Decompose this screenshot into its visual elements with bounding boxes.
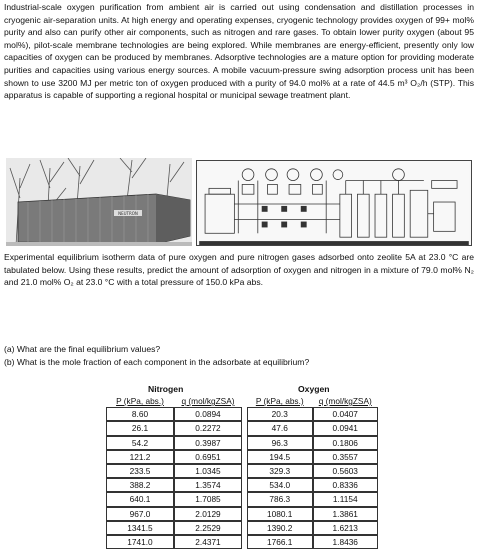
table-row	[247, 421, 378, 435]
nitrogen-pressure-cell: 1741.0	[106, 535, 174, 549]
nitrogen-loading-cell: 1.0345	[174, 464, 242, 478]
question-a: (a) What are the final equilibrium values?	[4, 344, 161, 354]
table-row	[247, 436, 378, 450]
table-row	[106, 492, 242, 506]
figure-row	[0, 158, 478, 248]
oxygen-pressure-cell: 786.3	[247, 492, 313, 506]
oxygen-isotherm-table	[247, 395, 378, 549]
problem-statement: Experimental equilibrium isotherm data of pure oxygen and pure nitrogen gases adsorbed onto zeolite 5A at 23.0 °C are tabulated below. Using these results, predict the amount of adsorption of oxygen and nitrogen in a mixture of 79.0 mol% N₂ and 21.0 mol% O₂ at 23.0 °C with a total pressure of 150.0 kPa abs.	[4, 252, 474, 288]
nitrogen-title: Nitrogen	[148, 384, 184, 394]
table-row	[106, 464, 242, 478]
nitrogen-loading-cell: 0.2272	[174, 421, 242, 435]
nitrogen-loading-cell: 1.3574	[174, 478, 242, 492]
oxygen-title: Oxygen	[298, 384, 330, 394]
table-row	[247, 464, 378, 478]
nitrogen-pressure-cell: 388.2	[106, 478, 174, 492]
oxygen-loading-cell: 1.1154	[313, 492, 379, 506]
table-row	[106, 521, 242, 535]
table-row	[106, 450, 242, 464]
nitrogen-loading-cell: 2.4371	[174, 535, 242, 549]
oxygen-pressure-cell: 534.0	[247, 478, 313, 492]
nitrogen-pressure-cell: 1341.5	[106, 521, 174, 535]
oxygen-pressure-cell: 47.6	[247, 421, 313, 435]
nitrogen-loading-cell: 2.2529	[174, 521, 242, 535]
vpsa-unit-photo	[6, 158, 192, 246]
container-label: NEUTRON	[118, 211, 138, 216]
nitrogen-loading-cell: 0.0894	[174, 407, 242, 421]
oxygen-pressure-cell: 194.5	[247, 450, 313, 464]
nitrogen-pressure-cell: 121.2	[106, 450, 174, 464]
oxygen-loading-cell: 0.8336	[313, 478, 379, 492]
oxygen-pressure-cell: 1766.1	[247, 535, 313, 549]
table-row	[106, 507, 242, 521]
oxygen-loading-cell: 1.3861	[313, 507, 379, 521]
nitrogen-loading-cell: 0.6951	[174, 450, 242, 464]
table-row	[247, 507, 378, 521]
oxygen-loading-cell: 0.0407	[313, 407, 379, 421]
table-row	[106, 478, 242, 492]
oxygen-pressure-cell: 20.3	[247, 407, 313, 421]
nitrogen-pressure-cell: 967.0	[106, 507, 174, 521]
nitrogen-pressure-cell: 26.1	[106, 421, 174, 435]
table-row	[106, 407, 242, 421]
nitrogen-pressure-cell: 640.1	[106, 492, 174, 506]
oxygen-loading-cell: 1.6213	[313, 521, 379, 535]
table-row	[247, 407, 378, 421]
table-row	[106, 535, 242, 549]
nitrogen-loading-cell: 0.3987	[174, 436, 242, 450]
table-row	[247, 450, 378, 464]
nitrogen-pressure-cell: 233.5	[106, 464, 174, 478]
oxygen-pressure-cell: 329.3	[247, 464, 313, 478]
table-row	[106, 436, 242, 450]
oxygen-loading-cell: 0.0941	[313, 421, 379, 435]
table-row	[106, 421, 242, 435]
question-b: (b) What is the mole fraction of each component in the adsorbate at equilibrium?	[4, 357, 310, 367]
table-row	[247, 492, 378, 506]
oxygen-pressure-cell: 1080.1	[247, 507, 313, 521]
oxygen-loading-cell: 0.3557	[313, 450, 379, 464]
oxygen-pressure-header: P (kPa, abs.)	[255, 396, 304, 407]
intro-paragraph: Industrial-scale oxygen purification from ambient air is carried out using condensation and distillation processes in cryogenic air-separation units. At high energy and operating expenses, cryogenic technology provides oxygen of 99+ mol% purity and also can purify other air components, such as nitrogen and rare gases. To obtain lower purity oxygen (about 95 mol%), pilot-scale membrane technologies are being explored. While membranes are energy-efficient, presently only low capacities of oxygen can be produced by membranes. Adsorptive technologies are a mature option for providing moderate purities and capacities using various energy sources. A mobile vacuum-pressure swing adsorption process unit has been shown to use 3200 MJ per metric ton of oxygen produced with a purity of 94.0 mol% at a rate of 44.5 m³ O₂/h (STP). This apparatus is capable of supporting a regional hospital or municipal sewage treatment plant.	[4, 2, 474, 101]
table-row	[247, 521, 378, 535]
nitrogen-pressure-cell: 8.60	[106, 407, 174, 421]
nitrogen-loading-cell: 2.0129	[174, 507, 242, 521]
nitrogen-loading-header: q (mol/kgZSA)	[181, 396, 235, 407]
nitrogen-loading-cell: 1.7085	[174, 492, 242, 506]
nitrogen-isotherm-table	[106, 395, 242, 549]
oxygen-pressure-cell: 96.3	[247, 436, 313, 450]
table-row	[247, 535, 378, 549]
oxygen-loading-header: q (mol/kgZSA)	[318, 396, 372, 407]
oxygen-loading-cell: 0.1806	[313, 436, 379, 450]
oxygen-pressure-cell: 1390.2	[247, 521, 313, 535]
oxygen-loading-cell: 1.8436	[313, 535, 379, 549]
oxygen-loading-cell: 0.5603	[313, 464, 379, 478]
table-row	[247, 478, 378, 492]
process-schematic	[196, 160, 472, 246]
nitrogen-pressure-header: P (kPa, abs.)	[116, 396, 164, 407]
nitrogen-pressure-cell: 54.2	[106, 436, 174, 450]
